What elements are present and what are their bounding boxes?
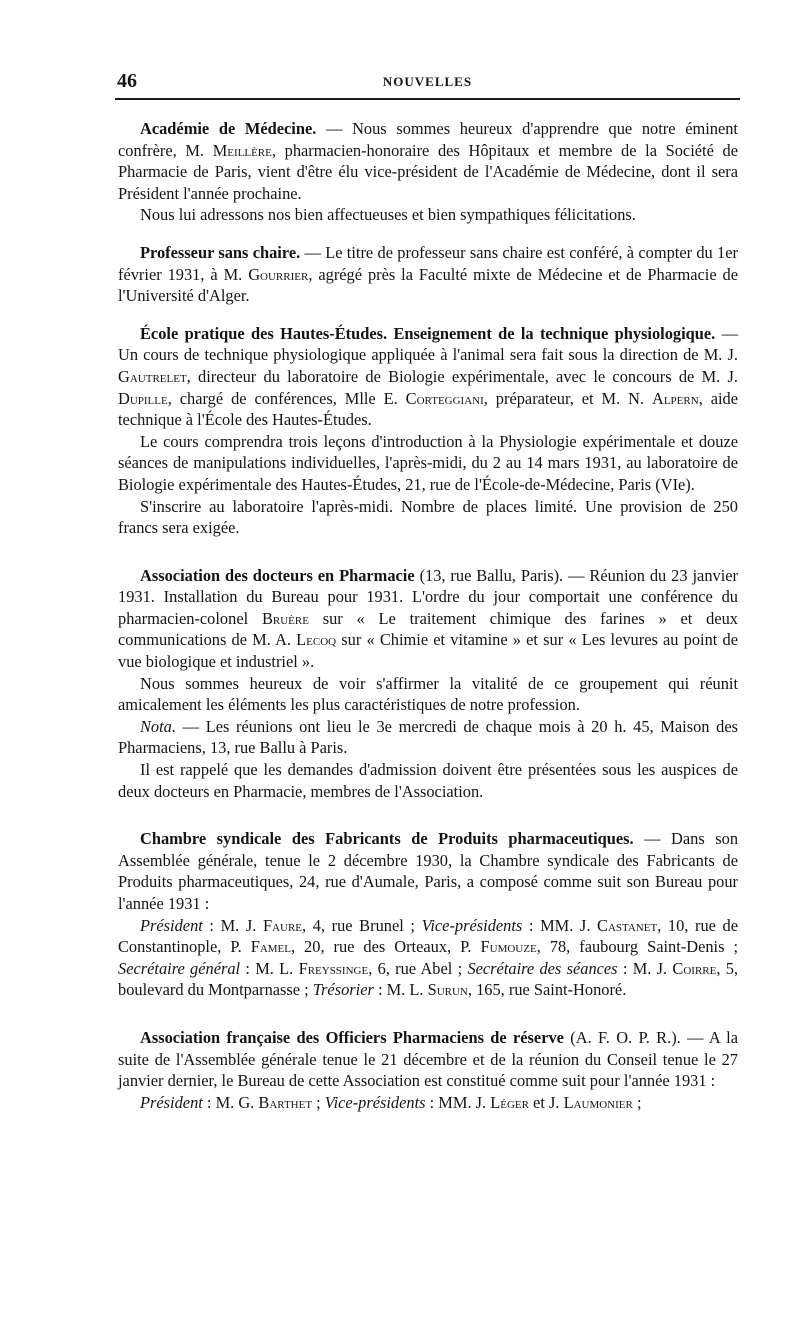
page-header (115, 66, 740, 92)
text-run: : M. G. (202, 1092, 259, 1112)
person-name: Coirre (672, 958, 717, 978)
text-run: , aide technique à l'École des Hautes-Études. (118, 388, 739, 430)
text-run: , 4, rue Brunel ; (302, 915, 422, 935)
paragraph (118, 118, 738, 204)
paragraph: Le cours comprendra trois leçons d'introduction à la Physiologie expérimentale et douze séances de manipulations individuelles, l'après-midi, du 2 au 14 mars 1931, au laboratoire de Biologie expérimentale des Hautes-Études, 21, rue de l'École-de-Médecine, Paris (VIe). (118, 431, 738, 494)
text-run: , 20, rue des Orteaux, P. (290, 937, 481, 957)
text-run: , 6, rue Abel ; (368, 958, 468, 978)
person-name: Faure (262, 915, 303, 935)
text-run: , 10, rue de Constantinople, P. (118, 915, 739, 957)
paragraph (118, 323, 738, 431)
section-heading: Chambre syndicale des Fabricants de Produits pharmaceutiques. (140, 829, 634, 849)
text-run: et J. (528, 1092, 564, 1112)
person-name: Corteggiani (405, 388, 484, 408)
person-name: Bruère (261, 608, 309, 628)
text-run: sur « Chimie et vitamine » et sur « Les levures au point de vue biologique et industriel ». (118, 630, 738, 672)
text-run: , chargé de conférences, Mlle E. (167, 388, 406, 408)
person-name: Gourrier (248, 264, 309, 284)
text-run: : M. J. (202, 915, 263, 935)
section-academie-medecine (118, 118, 738, 226)
section-heading: École pratique des Hautes-Études. Enseignement de la technique physiologique. (140, 323, 716, 343)
section-heading: Association des docteurs en Pharmacie (140, 565, 415, 585)
person-name: Léger (490, 1092, 529, 1112)
person-name: Fumouze (480, 937, 537, 957)
person-name: Barthet (258, 1092, 313, 1112)
section-heading: Association française des Officiers Pharmaciens de réserve (140, 1027, 564, 1047)
section-association-officiers (118, 1027, 738, 1113)
section-professeur-sans-chaire (118, 242, 738, 307)
paragraph (118, 565, 738, 673)
role-label: Secrétaire général (118, 958, 241, 978)
section-heading: Académie de Médecine. (140, 119, 317, 138)
text-run: , agrégé près la Faculté mixte de Médecine et de Pharmacie de l'Université d'Alger. (118, 264, 738, 306)
person-name: Surun (427, 980, 468, 1000)
person-name: Freyssinge (298, 958, 369, 978)
text-run: — Les réunions ont lieu le 3e mercredi de chaque mois à 20 h. 45, Maison des Pharmaciens, 13, rue Ballu à Paris. (118, 716, 738, 758)
text-run: (A. F. O. P. R.). — A la suite de l'Assemblée générale tenue le 21 décembre et de la réunion du Conseil tenue le 27 janvier dernier, le Bureau de cette Association est constitué comme suit pour l'année 1931 : (118, 1027, 738, 1091)
person-name: Meillère (212, 140, 272, 160)
text-run: sur « Le traitement chimique des farines » et deux communications de M. A. (118, 608, 738, 650)
role-label: Président (140, 1092, 203, 1112)
section-association-docteurs (118, 565, 738, 803)
text-run: : MM. J. (522, 915, 598, 935)
person-name: Dupille (118, 388, 168, 408)
role-label: Trésorier (312, 980, 374, 1000)
text-run: (13, rue Ballu, Paris). — Réunion du 23 janvier 1931. Installation du Bureau pour 1931. L'ordre du jour comportait une conférence du pharmacien-colonel (118, 565, 739, 628)
text-run: : M. J. (617, 958, 673, 978)
paragraph: Nous lui adressons nos bien affectueuses et bien sympathiques félicitations. (140, 205, 636, 225)
paragraph (118, 716, 738, 759)
paragraph (118, 1027, 738, 1092)
role-label: Président (140, 915, 203, 935)
page-body (118, 118, 738, 1113)
text-run: , 78, faubourg Saint-Denis ; (536, 937, 739, 957)
paragraph (118, 915, 738, 1001)
paragraph (118, 828, 738, 914)
text-run: , pharmacien-honoraire des Hôpitaux et membre de la Société de Pharmacie de Paris, vient d'être élu vice-président de l'Académie de Médecine, dont il sera Président l'année prochaine. (118, 140, 738, 203)
paragraph (118, 242, 738, 307)
paragraph: Nous sommes heureux de voir s'affirmer la vitalité de ce groupement qui réunit amicalement les éléments les plus caractéristiques de notre profession. (118, 673, 738, 715)
text-run: : MM. J. (425, 1092, 491, 1112)
text-run: , 165, rue Saint-Honoré. (467, 980, 627, 1000)
text-run: : M. L. (373, 980, 428, 1000)
text-run: ; (312, 1092, 325, 1112)
section-heading: Professeur sans chaire. (140, 242, 301, 262)
nota-label: Nota. (140, 716, 176, 736)
running-head: NOUVELLES (382, 74, 473, 89)
page-number: 46 (117, 70, 137, 92)
section-chambre-syndicale (118, 828, 738, 1001)
text-run: : M. L. (240, 958, 299, 978)
person-name: Famel (250, 937, 291, 957)
text-run: — Nous sommes heureux d'apprendre que notre éminent confrère, M. (118, 119, 738, 160)
person-name: Laumonier (563, 1092, 633, 1112)
text-run: , 5, boulevard du Montparnasse ; (118, 958, 739, 1000)
role-label: Vice-présidents (421, 915, 523, 935)
text-run: ; (632, 1092, 642, 1112)
text-run: — Un cours de technique physiologique appliquée à l'animal sera fait sous la direction de M. J. (118, 323, 738, 365)
paragraph: Il est rappelé que les demandes d'admission doivent être présentées sous les auspices de deux docteurs en Pharmacie, membres de l'Association. (118, 760, 738, 801)
person-name: Gautrelet (118, 366, 187, 386)
section-ecole-hautes-etudes (118, 323, 738, 539)
person-name: Lecoq (296, 630, 337, 650)
header-rule (115, 98, 740, 100)
text-run: — Le titre de professeur sans chaire est conféré, à compter du 1er février 1931, à M. (118, 242, 738, 284)
person-name: Alpern (652, 388, 699, 408)
paragraph: S'inscrire au laboratoire l'après-midi. Nombre de places limité. Une provision de 250 francs sera exigée. (118, 496, 738, 538)
role-label: Secrétaire des séances (467, 958, 618, 978)
text-run: , préparateur, et M. N. (483, 388, 652, 408)
role-label: Vice-présidents (324, 1092, 426, 1112)
person-name: Castanet (597, 915, 658, 935)
text-run: , directeur du laboratoire de Biologie expérimentale, avec le concours de M. J. (186, 366, 738, 386)
paragraph (118, 1092, 738, 1114)
text-run: — Dans son Assemblée générale, tenue le 2 décembre 1930, la Chambre syndicale des Fabricants de Produits pharmaceutiques, 24, rue d'Aumale, Paris, a composé comme suit son Bureau pour l'année 1931 : (118, 829, 739, 913)
